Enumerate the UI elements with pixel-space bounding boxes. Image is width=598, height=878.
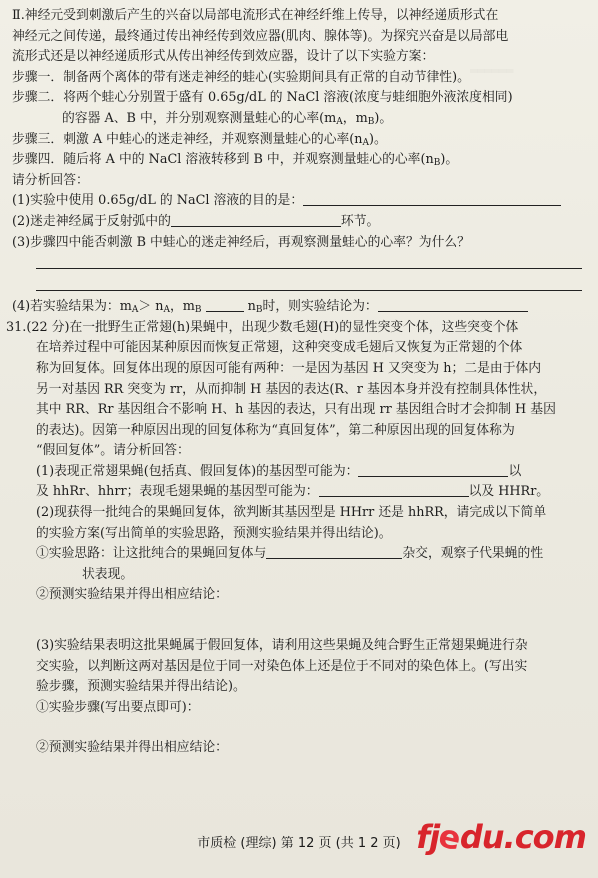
q31-subquestion-2: (2)现获得一批纯合的果蝇回复体，欲判断其基因型是 HHrr 还是 hhRR，请完成以下简单 — [36, 505, 547, 521]
fjedu-logo — [416, 818, 586, 856]
step4-end: )。 — [440, 152, 459, 168]
question-2-text: (2)迷走神经属于反射弧中的 — [12, 213, 171, 229]
question-2 — [6, 212, 594, 233]
answer-blank-q4-compare[interactable] — [206, 297, 244, 312]
q31-paragraph-line7: “假回复体”。请分析回答： — [36, 443, 190, 459]
q31-subquestion-1-line2 — [6, 482, 594, 503]
q31-predict-results: ②预测实验结果并得出相应结论： — [36, 587, 228, 603]
subscript-b: B — [255, 305, 263, 316]
question-4-text: n — [247, 299, 256, 315]
question-4 — [6, 297, 594, 318]
subscript-a: A — [131, 305, 139, 316]
q31-subquestion-3-line3: 验步骤，预测实验结果并得出结论)。 — [36, 679, 246, 695]
q31-experiment-idea-line2: 状表现。 — [82, 566, 134, 582]
answer-line-q3-2[interactable] — [6, 275, 594, 297]
subscript-b: B — [367, 116, 375, 127]
q31-predict-results-2: ②预测实验结果并得出相应结论： — [36, 740, 228, 756]
step3-label: 步骤三．刺激 A 中蛙心的迷走神经，并观察测量蛙心的心率(n — [12, 131, 363, 147]
step2-text-mid: ，m — [342, 110, 368, 126]
step2-text-end: )。 — [374, 110, 393, 126]
q31-paragraph-line3: 称为回复体。回复体出现的原因可能有两种：一是因为基因 H 又突变为 h；二是由于体内 — [36, 360, 542, 376]
answer-rule — [36, 268, 582, 269]
answer-line-q3-1[interactable] — [6, 253, 594, 275]
question-4-text: ＞ n — [138, 299, 164, 315]
question-3: (3)步骤四中能否刺激 B 中蛙心的迷走神经后，再观察测量蛙心的心率？为什么？ — [12, 234, 470, 250]
q31-paragraph-line2: 在培养过程中可能因某种原因而恢复正常翅，这种突变成毛翅后又恢复为正常翅的个体 — [36, 340, 523, 356]
answer-rule — [36, 290, 582, 291]
step2-text: 的容器 A、B 中，并分别观察测量蛙心的心率(m — [62, 110, 337, 126]
q31-subquestion-2-line2: 的实验方案(写出简单的实验思路，预测实验结果并得出结论)。 — [36, 525, 392, 541]
please-answer-text: 请分析回答： — [12, 172, 89, 188]
question-2-suffix: 环节。 — [340, 213, 380, 229]
answer-blank-q2[interactable] — [171, 212, 341, 227]
logo-text-right: du.com — [459, 818, 586, 856]
q31-paragraph-line4: 另一对基因 RR 突变为 rr，从而抑制 H 基因的表达(R、r 基因本身并没有控制具体性状， — [36, 381, 547, 397]
q31-subquestion-3-line2: 交实验，以判断这两对基因是位于同一对染色体上还是位于不同对的染色体上。(写出实 — [36, 658, 528, 674]
subscript-b: B — [194, 305, 202, 316]
section2-intro-line1: Ⅱ.神经元受到刺激后产生的兴奋以局部电流形式在神经纤维上传导，以神经递质形式在 — [12, 8, 499, 23]
q31-paragraph-line5: 其中 RR、Rr 基因组合不影响 H、h 基因的表达，只有出现 rr 基因组合时才会抑制 H 基因 — [36, 402, 556, 418]
subscript-b: B — [433, 158, 441, 169]
answer-space-q31-3-steps[interactable] — [6, 718, 594, 738]
question-1 — [6, 191, 594, 212]
subscript-a: A — [362, 137, 370, 148]
q31-1-text: (1)表现正常翅果蝇(包括真、假回复体)的基因型可能为： — [36, 463, 359, 479]
subscript-a: A — [336, 116, 343, 127]
step4-label: 步骤四．随后将 A 中的 NaCl 溶液转移到 B 中，并观察测量蛙心的心率(n — [12, 152, 434, 168]
step1-text: 步骤一．制备两个离体的带有迷走神经的蛙心(实验期间具有正常的自动节律性)。 — [12, 69, 470, 85]
question-4-text: ，m — [169, 299, 195, 315]
section2-intro-line3: 流形式还是以神经递质形式从传出神经传到效应器，设计了以下实验方案： — [12, 49, 435, 65]
answer-blank-q31-2[interactable] — [266, 544, 402, 559]
q31-1-text: 以及 HHRr。 — [468, 484, 550, 500]
step2-text-line1: 步骤二．将两个蛙心分别置于盛有 0.65g/dL 的 NaCl 溶液(浓度与蛙细胞外液浓度相同) — [12, 90, 513, 106]
logo-text-left: fj — [416, 818, 440, 856]
question-1-text: (1)实验中使用 0.65g/dL 的 NaCl 溶液的目的是： — [12, 193, 304, 209]
q31-1-text: 以 — [508, 463, 522, 479]
q31-idea-text: 杂交，观察子代果蝇的性 — [402, 546, 544, 562]
page-content — [6, 6, 594, 759]
answer-blank-q31-1a[interactable] — [358, 462, 508, 477]
q31-idea-text: ①实验思路：让这批纯合的果蝇回复体与 — [36, 546, 267, 562]
q31-subquestion-3: (3)实验结果表明这批果蝇属于假回复体，请利用这些果蝇及纯合野生正常翅果蝇进行杂 — [36, 638, 528, 654]
section2-intro-line2: 神经元之间传递，最终通过传出神经传到效应器(肌肉、腺体等)。为探究兴奋是以局部电 — [12, 28, 509, 44]
answer-blank-q1[interactable] — [303, 191, 561, 206]
page-footer: 市质检 (理综) 第 12 页 (共 1 2 页) — [197, 836, 401, 851]
step4-text — [6, 150, 594, 171]
question-4-text: 时，则实验结论为： — [262, 299, 378, 315]
q31-1-text: 及 hhRr、hhrr；表现毛翅果蝇的基因型可能为： — [36, 484, 319, 500]
q31-subquestion-1 — [6, 462, 594, 483]
q31-experiment-steps: ①实验步骤(写出要点即可)： — [36, 699, 200, 715]
q31-paragraph-line1: 31.(22 分)在一批野生正常翅(h)果蝇中，出现少数毛翅(H)的显性突变个体，这些突变个体 — [6, 319, 519, 335]
answer-blank-q31-1b[interactable] — [319, 482, 469, 497]
bleed-through-text: ══════ — [470, 64, 514, 78]
logo-heart-e: e — [435, 816, 464, 858]
step2-text-line2 — [6, 109, 594, 130]
q31-experiment-idea — [6, 544, 594, 565]
answer-blank-q4-conclusion[interactable] — [378, 297, 528, 312]
q31-paragraph-line6: 的表达)。因第一种原因出现的回复体称为“真回复体”，第二种原因出现的回复体称为 — [36, 422, 515, 438]
step3-end: )。 — [369, 131, 387, 147]
subscript-a: A — [163, 305, 170, 316]
step3-text — [6, 130, 594, 151]
question-4-text: (4)若实验结果为：m — [12, 299, 132, 315]
answer-space-q31-2[interactable] — [6, 606, 594, 636]
